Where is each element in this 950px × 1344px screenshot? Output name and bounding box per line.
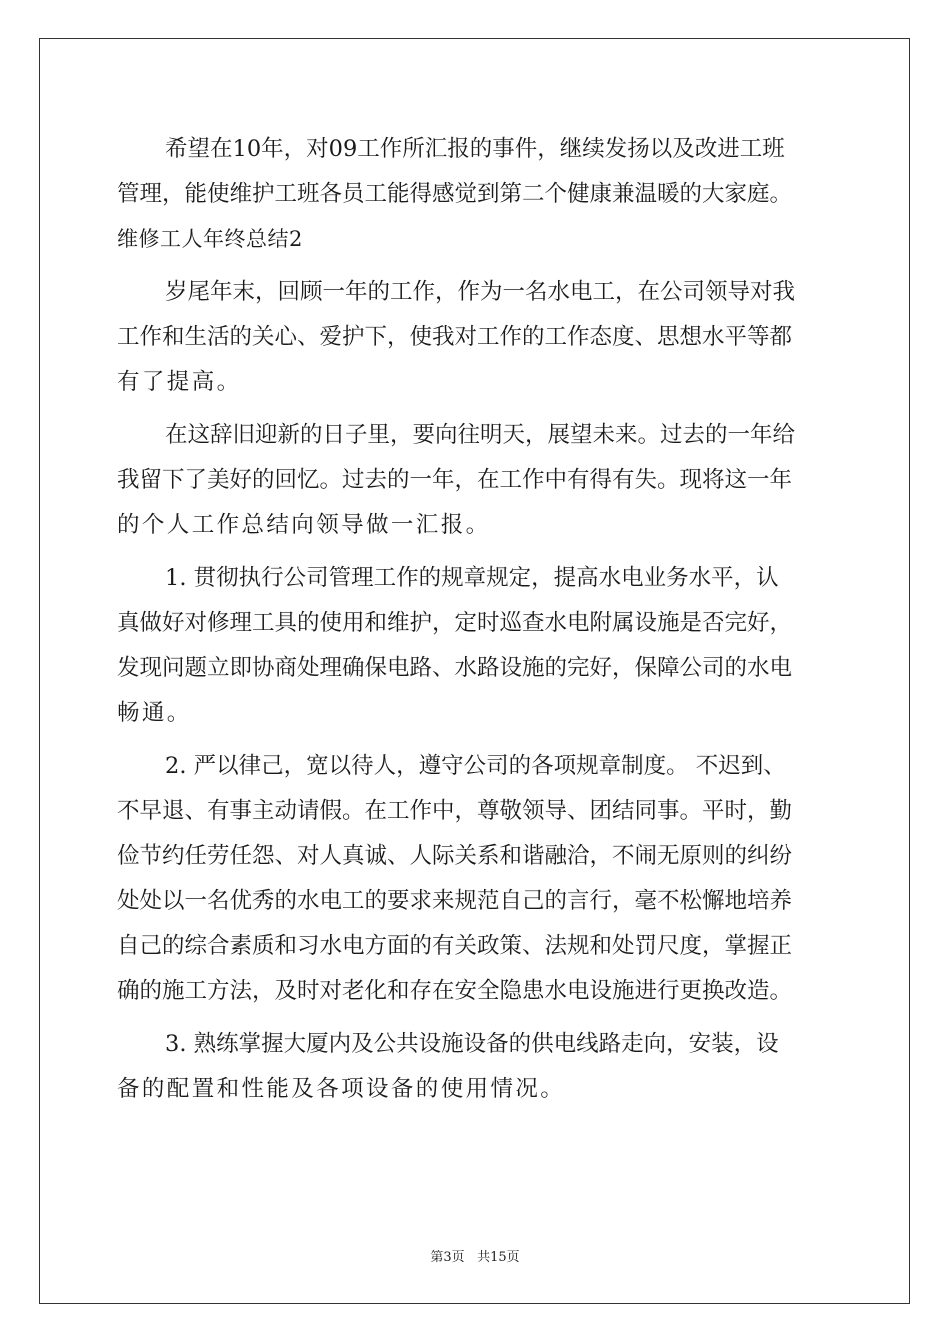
text-line: 畅通。 (117, 700, 192, 726)
text-line: 我留下了美好的回忆。过去的一年，在工作中有得有失。现将这一年 (117, 467, 793, 493)
text-line: 自己的综合素质和习水电方面的有关政策、法规和处罚尺度，掌握正 (117, 933, 793, 959)
paragraph (117, 556, 837, 736)
paragraph (117, 744, 837, 1014)
page-total: 共15页 (477, 1250, 520, 1265)
paragraph (117, 127, 837, 217)
page-number: 第3页 (430, 1250, 465, 1265)
document-body (117, 127, 837, 1112)
text-line: 管理，能使维护工班各员工能得感觉到第二个健康兼温暖的大家庭。 (117, 181, 793, 207)
text-line: 2. 严以律己，宽以待人，遵守公司的各项规章制度。 不迟到、 (165, 753, 786, 779)
text-line: 不早退、有事主动请假。在工作中，尊敬领导、团结同事。平时，勤 (117, 798, 793, 824)
text-line: 在这辞旧迎新的日子里，要向往明天，展望未来。过去的一年给 (165, 422, 796, 448)
text-line: 俭节约任劳任怨、对人真诚、人际关系和谐融洽，不闹无原则的纠纷 (117, 843, 793, 869)
text-line: 真做好对修理工具的使用和维护，定时巡查水电附属设施是否完好， (117, 610, 793, 636)
text-line: 1. 贯彻执行公司管理工作的规章规定，提高水电业务水平，认 (165, 565, 779, 591)
text-line: 3. 熟练掌握大厦内及公共设施设备的供电线路走向，安装，设 (165, 1031, 779, 1057)
text-line: 确的施工方法，及时对老化和存在安全隐患水电设施进行更换改造。 (117, 978, 793, 1004)
paragraph (117, 1022, 837, 1112)
paragraph (117, 270, 837, 405)
text-line: 有了提高。 (117, 369, 242, 395)
text-line: 希望在10年，对09工作所汇报的事件，继续发扬以及改进工班 (165, 136, 785, 162)
section-heading: 维修工人年终总结2 (117, 227, 303, 251)
page-footer (0, 1246, 950, 1265)
text-line: 发现问题立即协商处理确保电路、水路设施的完好，保障公司的水电 (117, 655, 793, 681)
text-line: 处处以一名优秀的水电工的要求来规范自己的言行，毫不松懈地培养 (117, 888, 793, 914)
text-line: 备的配置和性能及各项设备的使用情况。 (117, 1076, 566, 1102)
text-line: 的个人工作总结向领导做一汇报。 (117, 512, 491, 538)
text-line: 岁尾年末，回顾一年的工作，作为一名水电工，在公司领导对我 (165, 279, 796, 305)
paragraph (117, 413, 837, 548)
text-line: 工作和生活的关心、爱护下，使我对工作的工作态度、思想水平等都 (117, 324, 793, 350)
